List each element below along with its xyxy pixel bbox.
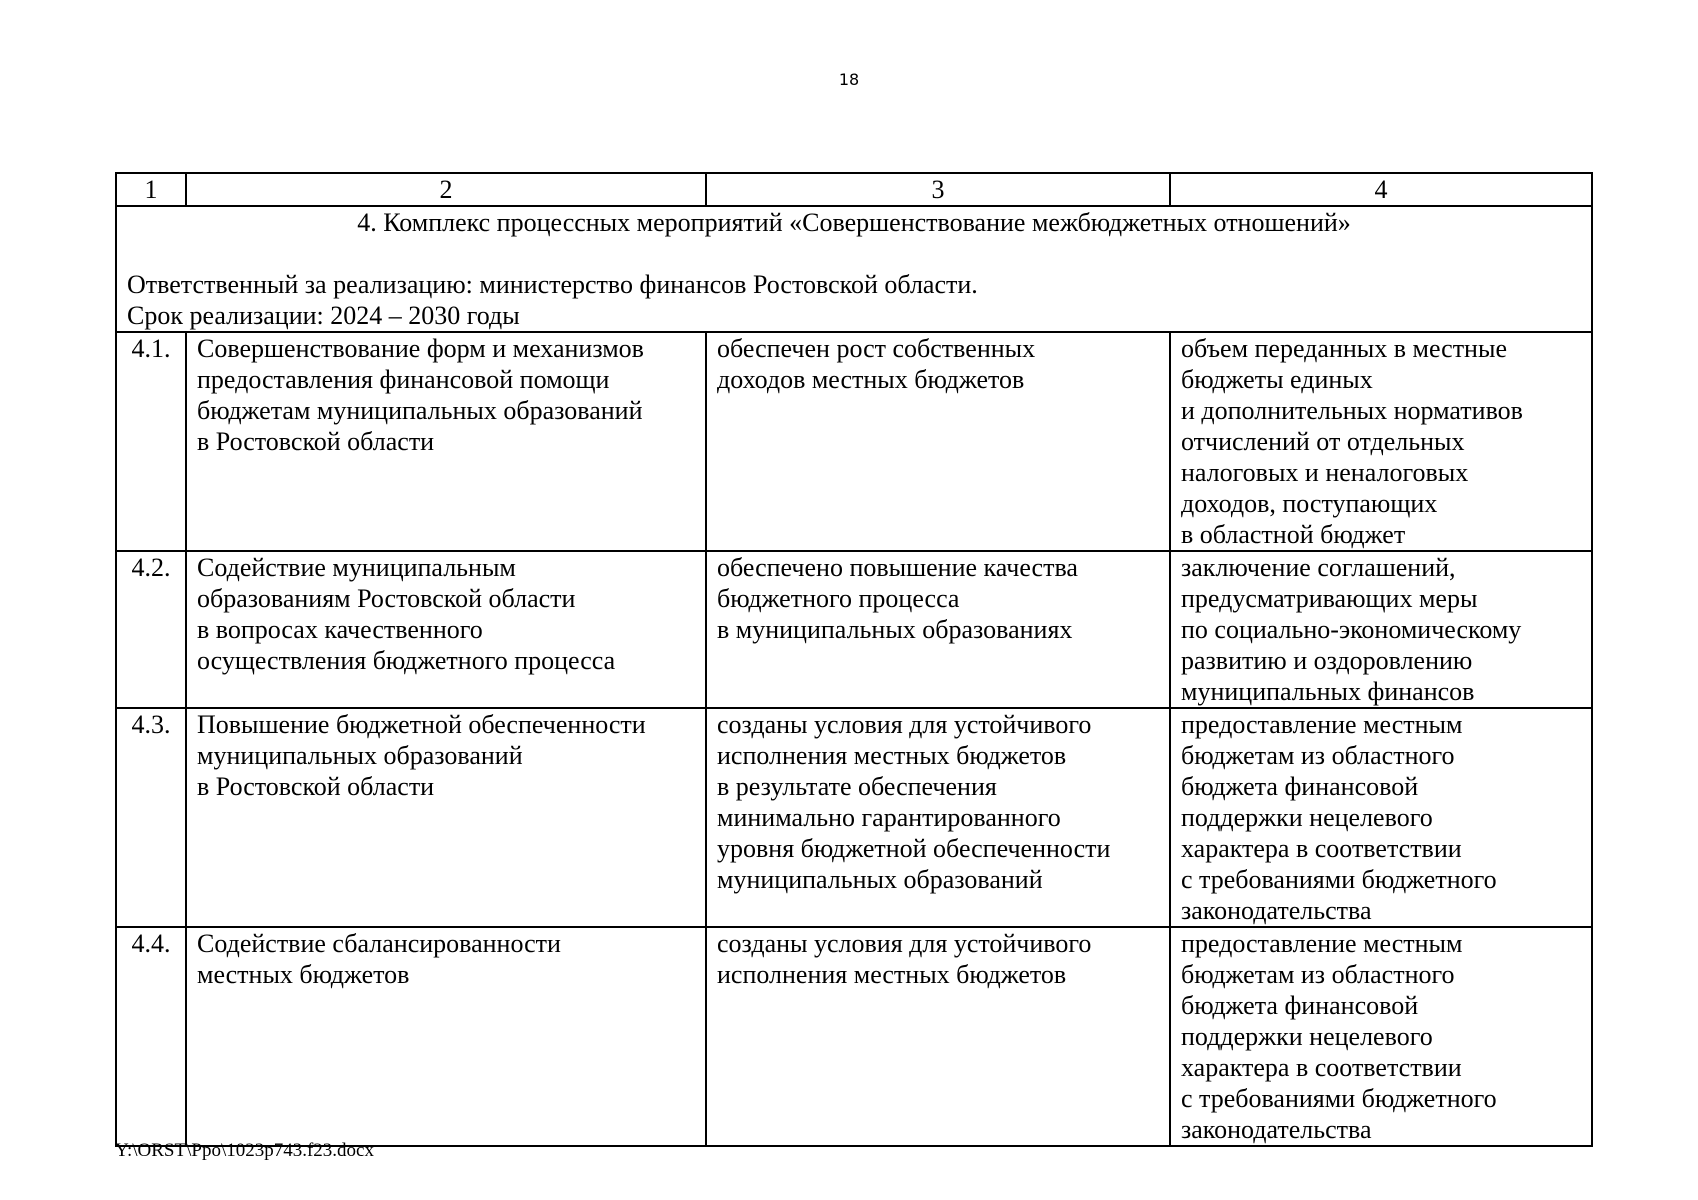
task-line: Содействие сбалансированности [197,929,561,958]
page-number: 18 [838,70,860,89]
link-line: развитию и оздоровлению [1181,646,1473,675]
section-row [116,206,1592,332]
effect-line: созданы условия для устойчивого [717,710,1092,739]
effect-line: исполнения местных бюджетов [717,741,1067,770]
link-line: в областной бюджет [1181,520,1406,549]
effect-line: обеспечен рост собственных [717,334,1036,363]
row-number: 4.1. [116,332,186,551]
effect-line: обеспечено повышение качества [717,553,1078,582]
header-col-4: 4 [1170,173,1592,206]
effect-cell [706,927,1170,1146]
measures-table [115,172,1593,1147]
link-line: доходов, поступающих [1181,489,1438,518]
link-line: предоставление местным [1181,710,1463,739]
task-line: в вопросах качественного [197,615,483,644]
link-line: бюджеты единых [1181,365,1373,394]
task-line: Содействие муниципальным [197,553,516,582]
link-line: характера в соответствии [1181,1053,1462,1082]
link-cell [1170,927,1592,1146]
table-row [116,551,1592,708]
link-line: бюджетам из областного [1181,741,1455,770]
task-cell [186,332,706,551]
section-term: Срок реализации: 2024 – 2030 годы [127,301,520,330]
effect-line: муниципальных образований [717,865,1043,894]
file-path-footer: Y:\ORST\Ppo\1023p743.f23.docx [115,1140,374,1161]
section-title: 4. Комплекс процессных мероприятий «Совершенствование межбюджетных отношений» [357,208,1351,237]
link-line: с требованиями бюджетного [1181,865,1497,894]
effect-cell [706,708,1170,927]
task-cell [186,708,706,927]
link-line: заключение соглашений, [1181,553,1456,582]
link-cell [1170,332,1592,551]
task-cell [186,927,706,1146]
table-row [116,927,1592,1146]
link-line: предусматривающих меры [1181,584,1478,613]
link-line: бюджета финансовой [1181,991,1419,1020]
table-row [116,332,1592,551]
link-line: законодательства [1181,1115,1372,1144]
task-line: образованиям Ростовской области [197,584,576,613]
effect-line: бюджетного процесса [717,584,960,613]
link-cell [1170,551,1592,708]
effect-line: минимально гарантированного [717,803,1061,832]
link-line: муниципальных финансов [1181,677,1475,706]
row-number: 4.2. [116,551,186,708]
effect-line: созданы условия для устойчивого [717,929,1092,958]
table-row [116,708,1592,927]
link-line: объем переданных в местные [1181,334,1507,363]
header-col-2: 2 [186,173,706,206]
effect-line: доходов местных бюджетов [717,365,1025,394]
task-line: Совершенствование форм и механизмов [197,334,644,363]
effect-line: исполнения местных бюджетов [717,960,1067,989]
section-responsible: Ответственный за реализацию: министерство финансов Ростовской области. [127,270,978,299]
link-line: законодательства [1181,896,1372,925]
link-line: характера в соответствии [1181,834,1462,863]
header-col-3: 3 [706,173,1170,206]
link-line: поддержки нецелевого [1181,1022,1433,1051]
link-line: бюджетам из областного [1181,960,1455,989]
link-line: отчислений от отдельных [1181,427,1465,456]
link-cell [1170,708,1592,927]
link-line: и дополнительных нормативов [1181,396,1523,425]
task-line: муниципальных образований [197,741,523,770]
link-line: с требованиями бюджетного [1181,1084,1497,1113]
link-line: по социально-экономическому [1181,615,1522,644]
section-cell [116,206,1592,332]
effect-line: в результате обеспечения [717,772,997,801]
effect-cell [706,332,1170,551]
task-line: осуществления бюджетного процесса [197,646,616,675]
link-line: поддержки нецелевого [1181,803,1433,832]
link-line: предоставление местным [1181,929,1463,958]
row-number: 4.4. [116,927,186,1146]
task-line: предоставления финансовой помощи [197,365,610,394]
effect-line: в муниципальных образованиях [717,615,1073,644]
task-cell [186,551,706,708]
task-line: местных бюджетов [197,960,410,989]
effect-cell [706,551,1170,708]
header-col-1: 1 [116,173,186,206]
task-line: в Ростовской области [197,427,435,456]
task-line: бюджетам муниципальных образований [197,396,643,425]
effect-line: уровня бюджетной обеспеченности [717,834,1111,863]
task-line: в Ростовской области [197,772,435,801]
table-header-row [116,173,1592,206]
task-line: Повышение бюджетной обеспеченности [197,710,646,739]
link-line: бюджета финансовой [1181,772,1419,801]
link-line: налоговых и неналоговых [1181,458,1469,487]
row-number: 4.3. [116,708,186,927]
